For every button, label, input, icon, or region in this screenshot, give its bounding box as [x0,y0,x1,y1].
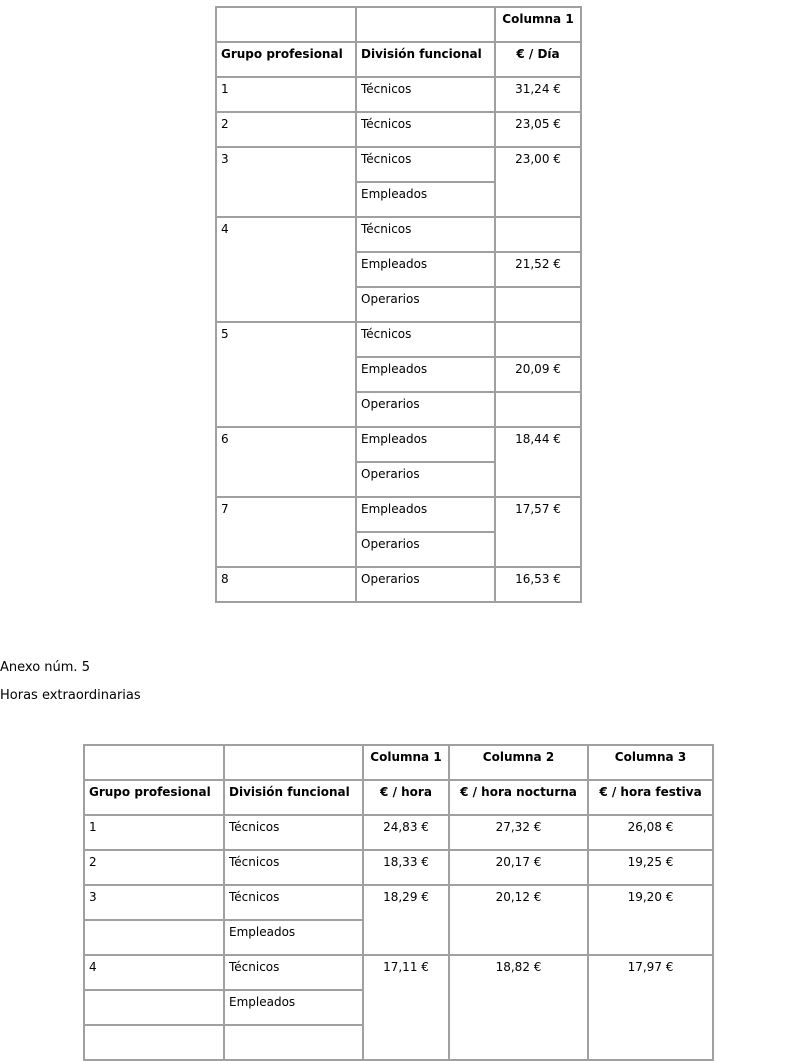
division-cell: Empleados [224,920,363,955]
division-cell: Técnicos [224,955,363,990]
division-cell: Técnicos [356,147,495,182]
value-cell: 27,32 € [449,815,588,850]
table-row [216,322,581,357]
value-cell: 21,52 € [495,252,581,287]
value-cell: 19,25 € [588,850,713,885]
table-header-row [216,42,581,77]
empty-header-cell [84,745,224,780]
column-group-header: Columna 3 [588,745,713,780]
grupo-cell [84,920,224,955]
table-row [84,955,713,990]
value-cell: 17,57 € [495,497,581,567]
division-cell: Operarios [356,462,495,497]
division-cell: Técnicos [356,322,495,357]
value-cell [495,217,581,252]
value-cell: 23,05 € [495,112,581,147]
grupo-cell: 4 [84,955,224,990]
division-cell: Operarios [356,287,495,322]
empty-header-cell [224,745,363,780]
table-row [216,217,581,252]
division-cell: Técnicos [356,112,495,147]
table-row [216,77,581,112]
header-division: División funcional [356,42,495,77]
header-value: € / Día [495,42,581,77]
table-row [84,885,713,920]
header-hora: € / hora [363,780,449,815]
value-cell [495,287,581,322]
column-group-header: Columna 2 [449,745,588,780]
column-group-header: Columna 1 [363,745,449,780]
header-grupo: Grupo profesional [216,42,356,77]
value-cell: 18,82 € [449,955,588,1060]
grupo-cell: 1 [216,77,356,112]
division-cell: Técnicos [224,850,363,885]
value-cell: 18,44 € [495,427,581,497]
grupo-cell: 3 [84,885,224,920]
column-group-header: Columna 1 [495,7,581,42]
table-row [216,112,581,147]
division-cell: Operarios [356,392,495,427]
value-cell: 31,24 € [495,77,581,112]
value-cell: 18,33 € [363,850,449,885]
value-cell: 20,09 € [495,357,581,392]
grupo-cell: 2 [84,850,224,885]
grupo-cell: 7 [216,497,356,567]
daily-allowance-table [215,6,582,603]
value-cell: 20,17 € [449,850,588,885]
annex-subtitle: Horas extraordinarias [0,688,141,703]
value-cell: 24,83 € [363,815,449,850]
division-cell: Técnicos [356,217,495,252]
grupo-cell: 2 [216,112,356,147]
value-cell: 20,12 € [449,885,588,955]
table-row [216,497,581,532]
division-cell: Operarios [356,567,495,602]
division-cell: Operarios [356,532,495,567]
value-cell: 23,00 € [495,147,581,217]
division-cell: Técnicos [224,885,363,920]
grupo-cell: 5 [216,322,356,427]
grupo-cell: 4 [216,217,356,322]
header-division: División funcional [224,780,363,815]
grupo-cell: 3 [216,147,356,217]
table-header-row [84,780,713,815]
table-row [216,427,581,462]
value-cell: 18,29 € [363,885,449,955]
value-cell [495,392,581,427]
empty-header-cell [356,7,495,42]
grupo-cell: 6 [216,427,356,497]
annex-title: Anexo núm. 5 [0,660,90,675]
division-cell: Empleados [356,497,495,532]
header-hora-nocturna: € / hora nocturna [449,780,588,815]
table-row [84,850,713,885]
grupo-cell: 1 [84,815,224,850]
table-row [216,147,581,182]
table-row [216,567,581,602]
grupo-cell [84,990,224,1025]
table-row [84,815,713,850]
division-cell: Empleados [224,990,363,1025]
empty-header-cell [216,7,356,42]
division-cell: Empleados [356,427,495,462]
grupo-cell [84,1025,224,1060]
value-cell: 19,20 € [588,885,713,955]
value-cell: 16,53 € [495,567,581,602]
value-cell: 17,11 € [363,955,449,1060]
grupo-cell: 8 [216,567,356,602]
table-header-row [84,745,713,780]
division-cell: Empleados [356,252,495,287]
value-cell [495,322,581,357]
division-cell: Técnicos [356,77,495,112]
division-cell: Técnicos [224,815,363,850]
value-cell: 26,08 € [588,815,713,850]
table-header-row [216,7,581,42]
header-hora-festiva: € / hora festiva [588,780,713,815]
division-cell: Empleados [356,182,495,217]
overtime-table [83,744,714,1061]
division-cell [224,1025,363,1060]
header-grupo: Grupo profesional [84,780,224,815]
division-cell: Empleados [356,357,495,392]
value-cell: 17,97 € [588,955,713,1060]
